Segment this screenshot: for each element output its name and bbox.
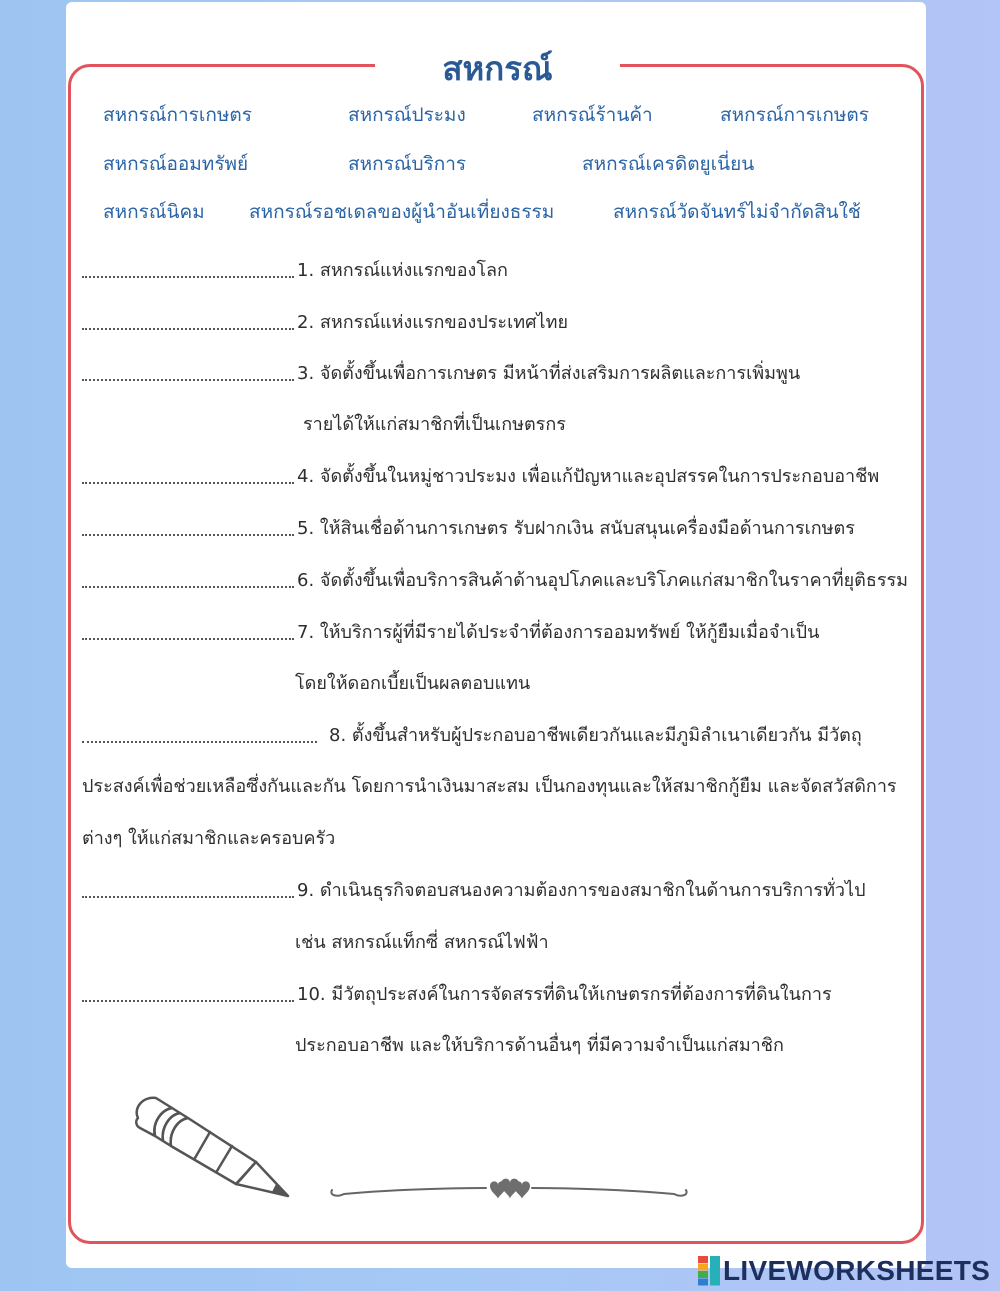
- question-8-continued-2: ต่างๆ ให้แก่สมาชิกและครอบครัว: [82, 828, 336, 849]
- option-agriculture: สหกรณ์การเกษตร: [103, 104, 252, 126]
- question-text: 8. ตั้งขึ้นสำหรับผู้ประกอบอาชีพเดียวกันและมีภูมิลำเนาเดียวกัน มีวัตถุ: [329, 725, 862, 746]
- answer-blank-5[interactable]: [82, 516, 294, 536]
- option-wat-chan: สหกรณ์วัดจันทร์ไม่จำกัดสินใช้: [613, 201, 861, 223]
- question-9-continued: เช่น สหกรณ์แท็กซี่ สหกรณ์ไฟฟ้า: [295, 932, 549, 953]
- question-2: [82, 310, 568, 336]
- question-8: [82, 723, 862, 749]
- answer-blank-6[interactable]: [82, 568, 294, 588]
- answer-blank-4[interactable]: [82, 464, 294, 484]
- option-agriculture-2: สหกรณ์การเกษตร: [720, 104, 869, 126]
- question-7-continued: โดยให้ดอกเบี้ยเป็นผลตอบแทน: [295, 673, 531, 694]
- question-4: [82, 464, 879, 490]
- option-service: สหกรณ์บริการ: [348, 153, 467, 175]
- pencil-icon: [128, 1088, 298, 1208]
- question-6: [82, 568, 908, 594]
- question-3-continued: รายได้ให้แก่สมาชิกที่เป็นเกษตรกร: [303, 414, 566, 435]
- option-rochdale: สหกรณ์รอชเดลของผู้นำอันเที่ยงธรรม: [249, 201, 555, 223]
- answer-blank-1[interactable]: [82, 258, 294, 278]
- answer-blank-8[interactable]: [82, 723, 317, 743]
- answer-blank-2[interactable]: [82, 310, 294, 330]
- question-10-continued: ประกอบอาชีพ และให้บริการด้านอื่นๆ ที่มีความจำเป็นแก่สมาชิก: [295, 1035, 784, 1056]
- answer-blank-3[interactable]: [82, 361, 294, 381]
- question-9: [82, 878, 866, 904]
- worksheet-frame: [68, 64, 924, 1244]
- option-store: สหกรณ์ร้านค้า: [532, 104, 653, 126]
- question-8-continued: ประสงค์เพื่อช่วยเหลือซึ่งกันและกัน โดยการนำเงินมาสะสม เป็นกองทุนและให้สมาชิกกู้ยืม และจัดสวัสดิการ: [82, 776, 897, 797]
- option-savings: สหกรณ์ออมทรัพย์: [103, 153, 249, 175]
- hearts-divider-icon: [326, 1170, 692, 1206]
- option-credit-union: สหกรณ์เครดิตยูเนี่ยน: [582, 153, 755, 175]
- question-10: [82, 982, 832, 1008]
- option-land-settlement: สหกรณ์นิคม: [103, 201, 205, 223]
- answer-blank-9[interactable]: [82, 878, 294, 898]
- question-5: [82, 516, 855, 542]
- page-title: สหกรณ์: [442, 49, 553, 88]
- answer-blank-7[interactable]: [82, 620, 294, 640]
- question-text: 2. สหกรณ์แห่งแรกของประเทศไทย: [297, 312, 569, 333]
- option-fishery: สหกรณ์ประมง: [348, 104, 466, 126]
- question-text: 9. ดำเนินธุรกิจตอบสนองความต้องการของสมาชิกในด้านการบริการทั่วไป: [297, 880, 866, 901]
- answer-blank-10[interactable]: [82, 982, 294, 1002]
- question-text: 4. จัดตั้งขึ้นในหมู่ชาวประมง เพื่อแก้ปัญหาและอุปสรรคในการประกอบอาชีพ: [297, 466, 880, 487]
- question-3: [82, 361, 800, 387]
- question-text: 6. จัดตั้งขึ้นเพื่อบริการสินค้าด้านอุปโภคและบริโภคแก่สมาชิกในราคาที่ยุติธรรม: [297, 570, 909, 591]
- question-7: [82, 620, 819, 646]
- live-badge-icon: [698, 1256, 720, 1286]
- question-1: [82, 258, 508, 284]
- question-text: 1. สหกรณ์แห่งแรกของโลก: [297, 260, 508, 281]
- question-text: 10. มีวัตถุประสงค์ในการจัดสรรที่ดินให้เกษตรกรที่ต้องการที่ดินในการ: [297, 984, 832, 1005]
- question-text: 3. จัดตั้งขึ้นเพื่อการเกษตร มีหน้าที่ส่งเสริมการผลิตและการเพิ่มพูน: [297, 363, 801, 384]
- question-text: 5. ให้สินเชื่อด้านการเกษตร รับฝากเงิน สนับสนุนเครื่องมือด้านการเกษตร: [297, 518, 855, 539]
- brand-name: LIVEWORKSHEETS: [723, 1255, 991, 1286]
- liveworksheets-logo: [698, 1254, 990, 1288]
- question-text: 7. ให้บริการผู้ที่มีรายได้ประจำที่ต้องการออมทรัพย์ ให้กู้ยืมเมื่อจำเป็น: [297, 622, 820, 643]
